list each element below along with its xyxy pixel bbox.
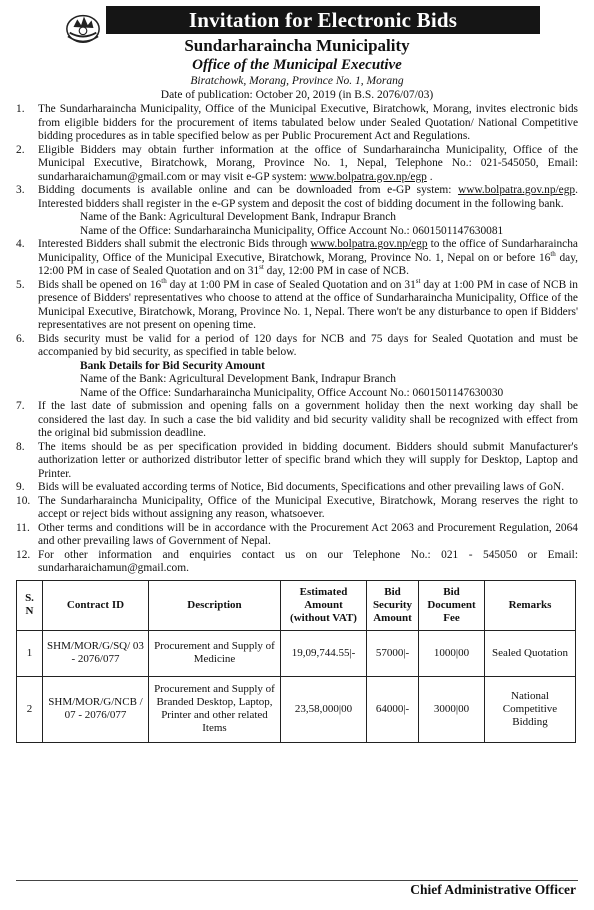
office-name: Office of the Municipal Executive	[192, 57, 402, 73]
list-item: 1. The Sundarharaincha Municipality, Office of the Municipal Executive, Biratchowk, Morang, invites electronic bids from eligible bidders for the procurement of items tabulated below under Sealed Quotation/ National Competitive bidding procedures as in table specified below as per Public Procurement Act and Regulations.	[16, 103, 578, 142]
address: Biratchowk, Morang, Province No. 1, Morang	[190, 75, 404, 87]
col-estimated-amount: Estimated Amount (without VAT)	[281, 580, 367, 630]
col-contract-id: Contract ID	[43, 580, 149, 630]
banner-title: Invitation for Electronic Bids	[106, 6, 540, 34]
office-account: Name of the Office: Sundarharaincha Municipality, Office Account No.: 0601501147630081	[80, 224, 504, 237]
bank-details-heading: Bank Details for Bid Security Amount	[80, 359, 265, 372]
signature: Chief Administrative Officer	[410, 882, 576, 897]
publication-date: Date of publication: October 20, 2019 (in B.S. 2076/07/03)	[160, 89, 434, 101]
table-header-row	[17, 580, 576, 630]
egp-link[interactable]: www.bolpatra.gov.np/egp	[309, 170, 427, 183]
nepal-emblem-icon	[64, 8, 102, 46]
org-name: Sundarharaincha Municipality	[184, 36, 410, 55]
list-item: 5. Bids shall be opened on 16th day at 1:00 PM in case of Sealed Quotation and on 31st day at 1:00 PM in case of NCB in presence of Bidders' representatives who choose to attend at the office of Sundarharaincha Municipality, Office of the Municipal Executive, Biratchowk, Morang, Province No. 1, Nepal. There won't be any disturbance to open if Bidders' representatives are not present on opening time.	[16, 276, 578, 331]
list-item: 8. The items should be as per specification provided in bidding document. Bidders should submit Manufacturer's authorization letter or authorized distributor letter of specific brand which they will supply for Desktop, Laptop and Printer.	[16, 440, 578, 480]
list-item: 11. Other terms and conditions will be in accordance with the Procurement Act 2063 and Procurement Regulation, 2064 and other prevailing laws of Government of Nepal.	[16, 521, 578, 547]
terms-list	[16, 103, 578, 576]
egp-link[interactable]: www.bolpatra.gov.np/egp	[457, 184, 576, 196]
table-row: 2 SHM/MOR/G/NCB / 07 - 2076/077 Procurement and Supply of Branded Desktop, Laptop, Printer and other related Items 23,58,000|00 64000|- 3000|00 National Competitive Bidding	[17, 676, 576, 742]
table-row: 1 SHM/MOR/G/SQ/ 03 - 2076/077 Procurement and Supply of Medicine 19,09,744.55|- 57000|- 1000|00 Sealed Quotation	[17, 630, 576, 676]
bids-table	[16, 580, 576, 743]
list-item: 10. The Sundarharaincha Municipality, Office of the Municipal Executive, Biratchowk, Morang reserves the right to accept or reject bids without assigning any reason, whatsoever.	[16, 494, 578, 520]
bank-name: Name of the Bank: Agricultural Development Bank, Indrapur Branch	[80, 373, 396, 385]
col-bid-security: Bid Security Amount	[367, 580, 419, 630]
col-description: Description	[149, 580, 281, 630]
list-item: 3. Bidding documents is available online and can be downloaded from e-GP system: www.bolpatra.gov.np/egp. Interested bidders shall register in the e-GP system and deposit the cost of bidding document in the following bank. Name of the Bank: Agricultural Development Bank, Indrapur Branch Name of the Office: Sundarharaincha Municipality, Office Account No.: 0601501147630081	[16, 184, 578, 237]
bank-name: Name of the Bank: Agricultural Development Bank, Indrapur Branch	[80, 211, 396, 223]
list-item: 2. Eligible Bidders may obtain further information at the office of Sundarharaincha Municipality, Office of the Municipal Executive, Biratchowk, Morang, Province No. 1, Nepal, Telephone No.: 021-545050, Email: sundarharaichamun@gmail.com or may visit e-GP system: www.bolpatra.gov.np/egp .	[16, 143, 578, 183]
list-item: 9. Bids will be evaluated according terms of Notice, Bid documents, Specifications and other prevailing laws of GoN.	[16, 481, 565, 493]
list-item: 12. For other information and enquiries contact us on our Telephone No.: 021 - 545050 or Email: sundarharaichamun@gmail.com.	[16, 548, 578, 574]
col-document-fee: Bid Document Fee	[419, 580, 485, 630]
col-sn: S. N	[17, 580, 43, 630]
list-item: 7. If the last date of submission and opening falls on a government holiday then the next working day shall be considered the last day. In such a case the bid validity and bid security validity shall be recognized with effect from the original bid submission deadline.	[16, 400, 578, 439]
list-item: 6. Bids security must be valid for a period of 120 days for NCB and 75 days for Sealed Quotation and must be accompanied by bid security, as specified in table below. Bank Details for Bid Security Amount Name of the Bank: Agricultural Development Bank, Indrapur Branch Name of the Office: Sundarharaincha Municipality, Office Account No.: 0601501147630030	[16, 332, 578, 399]
egp-link[interactable]: www.bolpatra.gov.np/egp	[310, 238, 428, 250]
list-item: 4. Interested Bidders shall submit the electronic Bids through www.bolpatra.gov.np/egp to the office of Sundarharaincha Municipality, Office of the Municipal Executive, Biratchowk, Morang, Province No. 1, Nepal on or before 16th day, 12:00 PM in case of Sealed Quotation and on 31st day, 12:00 PM in case of NCB.	[16, 238, 578, 277]
office-account: Name of the Office: Sundarharaincha Municipality, Office Account No.: 0601501147630030	[80, 386, 504, 399]
footer-rule	[16, 880, 578, 881]
col-remarks: Remarks	[485, 580, 576, 630]
